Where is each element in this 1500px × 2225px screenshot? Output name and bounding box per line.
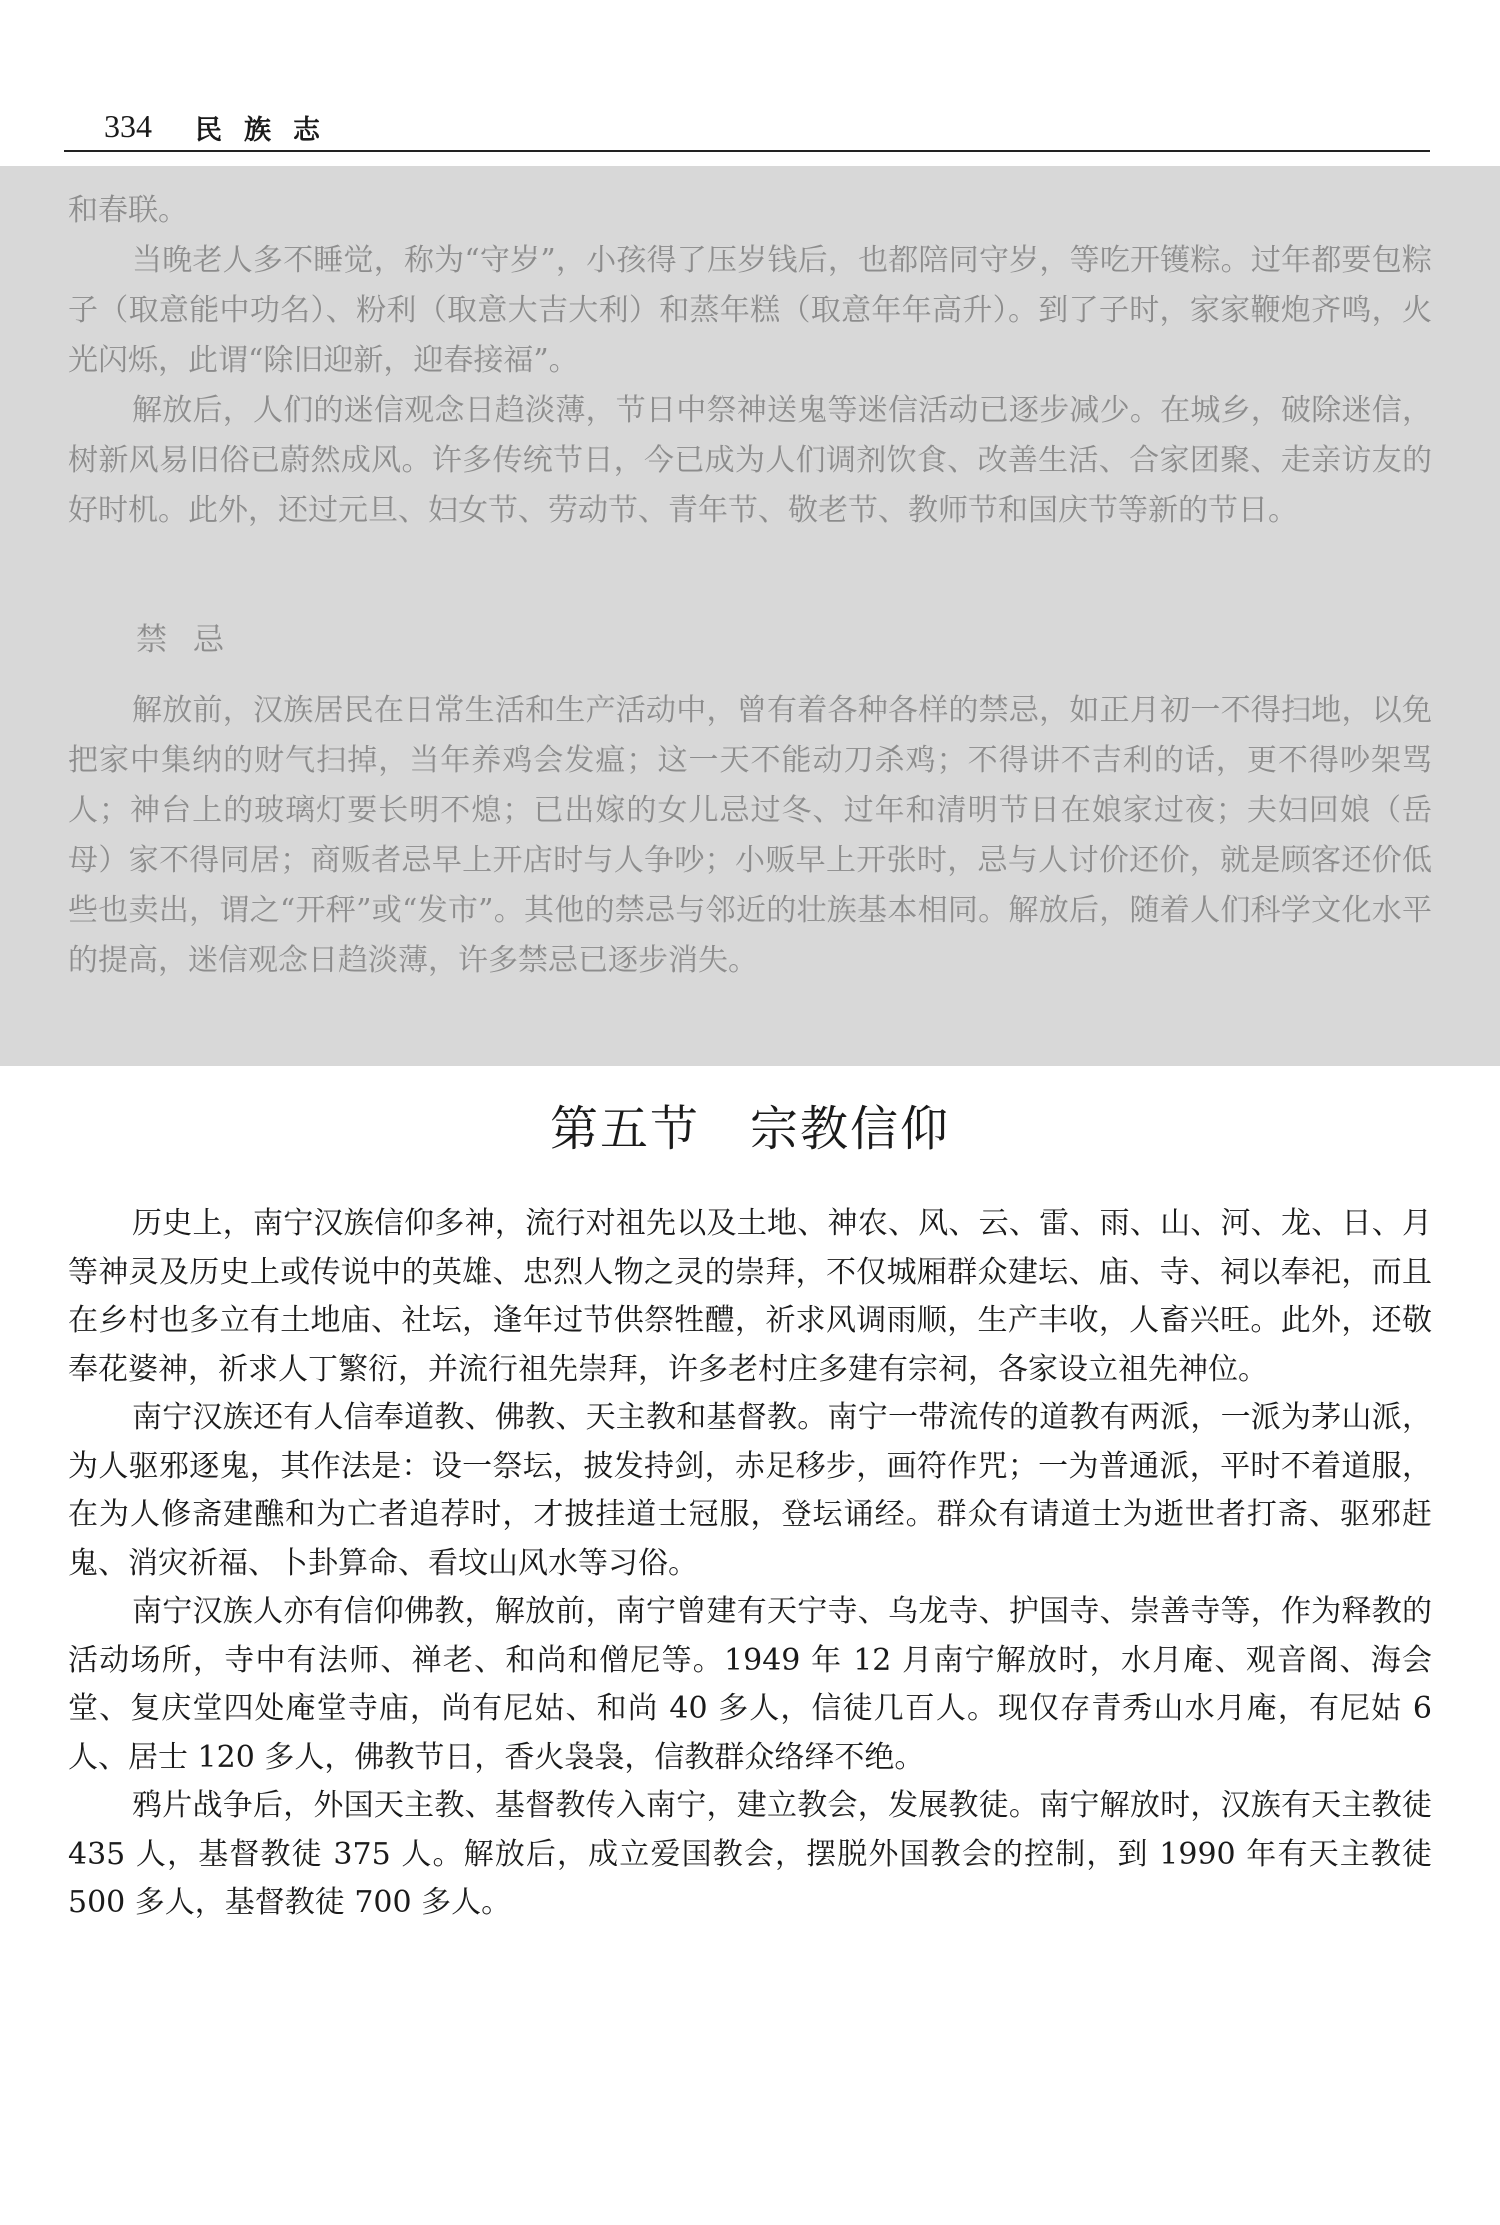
shaded-text-block	[68, 186, 1432, 536]
section-number: 第五节	[549, 1101, 700, 1157]
paragraph: 和春联。	[68, 193, 188, 228]
taboo-text-block	[68, 686, 1432, 986]
paragraph: 南宁汉族还有人信奉道教、佛教、天主教和基督教。南宁一带流传的道教有两派，一派为茅山派，为人驱邪逐鬼，其作法是：设一祭坛，披发持剑，赤足移步，画符作咒；一为普通派，平时不着道服，在为人修斋建醮和为亡者追荐时，才披挂道士冠服，登坛诵经。群众有请道士为逝世者打斋、驱邪赶鬼、消灾祈福、卜卦算命、看坟山风水等习俗。	[68, 1400, 1432, 1581]
running-title: 民族志	[195, 115, 342, 146]
main-text-block	[68, 1200, 1432, 1928]
section-title	[0, 1090, 1500, 1159]
subheading-taboo: 禁忌	[136, 622, 250, 658]
paragraph: 解放后，人们的迷信观念日趋淡薄，节日中祭神送鬼等迷信活动已逐步减少。在城乡，破除迷信，树新风易旧俗已蔚然成风。许多传统节日，今已成为人们调剂饮食、改善生活、合家团聚、走亲访友的好时机。此外，还过元旦、妇女节、劳动节、青年节、敬老节、教师节和国庆节等新的节日。	[68, 393, 1432, 528]
paragraph: 南宁汉族人亦有信仰佛教，解放前，南宁曾建有天宁寺、乌龙寺、护国寺、崇善寺等，作为释教的活动场所，寺中有法师、禅老、和尚和僧尼等。1949 年 12 月南宁解放时，水月庵、观音阁、海会堂、复庆堂四处庵堂寺庙，尚有尼姑、和尚 40 多人，信徒几百人。现仅存青秀山水月庵，有尼姑 6 人、居士 120 多人，佛教节日，香火袅袅，信教群众络绎不绝。	[68, 1594, 1432, 1775]
subheading-wrap	[68, 614, 250, 659]
page-number: 334	[104, 108, 152, 144]
section-name: 宗教信仰	[750, 1101, 951, 1157]
paragraph: 解放前，汉族居民在日常生活和生产活动中，曾有着各种各样的禁忌，如正月初一不得扫地，以免把家中集纳的财气扫掉，当年养鸡会发瘟；这一天不能动刀杀鸡；不得讲不吉利的话，更不得吵架骂人；神台上的玻璃灯要长明不熄；已出嫁的女儿忌过冬、过年和清明节日在娘家过夜；夫妇回娘（岳母）家不得同居；商贩者忌早上开店时与人争吵；小贩早上开张时，忌与人讨价还价，就是顾客还价低些也卖出，谓之“开秤”或“发市”。其他的禁忌与邻近的壮族基本相同。解放后，随着人们科学文化水平的提高，迷信观念日趋淡薄，许多禁忌已逐步消失。	[68, 693, 1432, 978]
paragraph: 当晚老人多不睡觉，称为“守岁”，小孩得了压岁钱后，也都陪同守岁，等吃开镬粽。过年都要包粽子（取意能中功名）、粉利（取意大吉大利）和蒸年糕（取意年年高升）。到了子时，家家鞭炮齐鸣，火光闪烁，此谓“除旧迎新，迎春接福”。	[68, 243, 1432, 378]
shaded-previous-section	[0, 166, 1500, 1066]
paragraph: 历史上，南宁汉族信仰多神，流行对祖先以及土地、神农、风、云、雷、雨、山、河、龙、日、月等神灵及历史上或传说中的英雄、忠烈人物之灵的崇拜，不仅城厢群众建坛、庙、寺、祠以奉祀，而且在乡村也多立有土地庙、社坛，逢年过节供祭牲醴，祈求风调雨顺，生产丰收，人畜兴旺。此外，还敬奉花婆神，祈求人丁繁衍，并流行祖先崇拜，许多老村庄多建有宗祠，各家设立祖先神位。	[68, 1206, 1432, 1387]
page-header	[64, 98, 1430, 158]
paragraph: 鸦片战争后，外国天主教、基督教传入南宁，建立教会，发展教徒。南宁解放时，汉族有天主教徒 435 人，基督教徒 375 人。解放后，成立爱国教会，摆脱外国教会的控制，到 1990 年有天主教徒 500 多人，基督教徒 700 多人。	[68, 1788, 1432, 1920]
header-rule	[64, 150, 1430, 152]
